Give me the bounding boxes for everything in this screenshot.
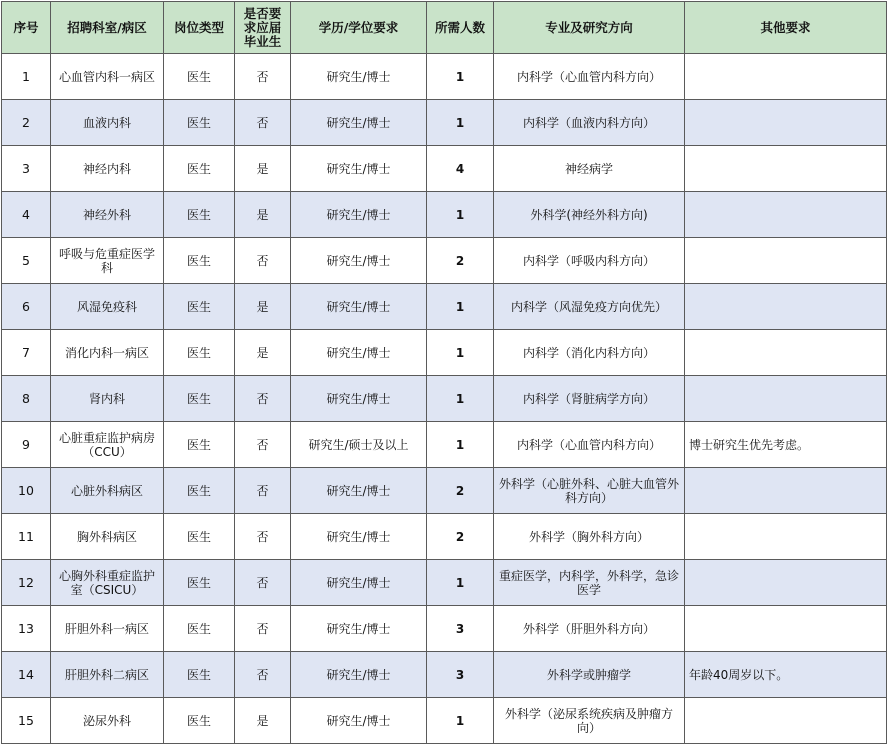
table-row xyxy=(2,560,887,606)
header-dept: 招聘科室/病区 xyxy=(51,2,164,54)
degree-cell: 研究生/博士 xyxy=(291,54,427,100)
position-type-cell: 医生 xyxy=(164,606,235,652)
degree-cell: 研究生/博士 xyxy=(291,100,427,146)
position-type-cell: 医生 xyxy=(164,192,235,238)
header-fresh: 是否要求应届毕业生 xyxy=(235,2,291,54)
fresh-graduate-cell: 否 xyxy=(235,652,291,698)
header-other: 其他要求 xyxy=(685,2,887,54)
degree-cell: 研究生/博士 xyxy=(291,192,427,238)
row-number: 9 xyxy=(2,422,51,468)
position-type-cell: 医生 xyxy=(164,376,235,422)
fresh-graduate-cell: 是 xyxy=(235,192,291,238)
row-number: 10 xyxy=(2,468,51,514)
fresh-graduate-cell: 否 xyxy=(235,468,291,514)
degree-cell: 研究生/博士 xyxy=(291,560,427,606)
fresh-graduate-cell: 是 xyxy=(235,284,291,330)
other-requirements-cell xyxy=(685,698,887,744)
headcount-cell: 3 xyxy=(427,652,494,698)
position-type-cell: 医生 xyxy=(164,146,235,192)
position-type-cell: 医生 xyxy=(164,468,235,514)
row-number: 2 xyxy=(2,100,51,146)
major-cell: 外科学（泌尿系统疾病及肿瘤方向） xyxy=(494,698,685,744)
other-requirements-cell xyxy=(685,468,887,514)
department-cell: 心脏外科病区 xyxy=(51,468,164,514)
major-cell: 外科学(神经外科方向) xyxy=(494,192,685,238)
row-number: 13 xyxy=(2,606,51,652)
other-requirements-cell: 年龄40周岁以下。 xyxy=(685,652,887,698)
other-requirements-cell xyxy=(685,514,887,560)
table-row xyxy=(2,514,887,560)
table-row xyxy=(2,606,887,652)
headcount-cell: 1 xyxy=(427,422,494,468)
fresh-graduate-cell: 否 xyxy=(235,560,291,606)
table-row xyxy=(2,376,887,422)
department-cell: 血液内科 xyxy=(51,100,164,146)
header-row xyxy=(2,2,887,54)
other-requirements-cell xyxy=(685,606,887,652)
major-cell: 内科学（心血管内科方向） xyxy=(494,422,685,468)
degree-cell: 研究生/博士 xyxy=(291,376,427,422)
position-type-cell: 医生 xyxy=(164,698,235,744)
department-cell: 神经外科 xyxy=(51,192,164,238)
headcount-cell: 3 xyxy=(427,606,494,652)
position-type-cell: 医生 xyxy=(164,422,235,468)
recruitment-table xyxy=(1,1,887,744)
degree-cell: 研究生/博士 xyxy=(291,238,427,284)
major-cell: 外科学（肝胆外科方向） xyxy=(494,606,685,652)
other-requirements-cell: 博士研究生优先考虑。 xyxy=(685,422,887,468)
major-cell: 外科学（心脏外科、心脏大血管外科方向） xyxy=(494,468,685,514)
table-row xyxy=(2,238,887,284)
department-cell: 心脏重症监护病房（CCU） xyxy=(51,422,164,468)
fresh-graduate-cell: 否 xyxy=(235,100,291,146)
row-number: 5 xyxy=(2,238,51,284)
degree-cell: 研究生/博士 xyxy=(291,698,427,744)
table-row xyxy=(2,698,887,744)
headcount-cell: 2 xyxy=(427,514,494,560)
department-cell: 心血管内科一病区 xyxy=(51,54,164,100)
headcount-cell: 1 xyxy=(427,100,494,146)
position-type-cell: 医生 xyxy=(164,560,235,606)
table-row xyxy=(2,652,887,698)
row-number: 12 xyxy=(2,560,51,606)
degree-cell: 研究生/博士 xyxy=(291,468,427,514)
other-requirements-cell xyxy=(685,192,887,238)
row-number: 14 xyxy=(2,652,51,698)
headcount-cell: 1 xyxy=(427,330,494,376)
other-requirements-cell xyxy=(685,238,887,284)
fresh-graduate-cell: 是 xyxy=(235,146,291,192)
headcount-cell: 2 xyxy=(427,238,494,284)
department-cell: 呼吸与危重症医学科 xyxy=(51,238,164,284)
fresh-graduate-cell: 是 xyxy=(235,698,291,744)
major-cell: 内科学（风湿免疫方向优先） xyxy=(494,284,685,330)
row-number: 4 xyxy=(2,192,51,238)
department-cell: 泌尿外科 xyxy=(51,698,164,744)
department-cell: 神经内科 xyxy=(51,146,164,192)
degree-cell: 研究生/博士 xyxy=(291,606,427,652)
fresh-graduate-cell: 否 xyxy=(235,238,291,284)
headcount-cell: 4 xyxy=(427,146,494,192)
other-requirements-cell xyxy=(685,330,887,376)
major-cell: 外科学（胸外科方向） xyxy=(494,514,685,560)
fresh-graduate-cell: 否 xyxy=(235,606,291,652)
major-cell: 内科学（消化内科方向） xyxy=(494,330,685,376)
headcount-cell: 1 xyxy=(427,560,494,606)
other-requirements-cell xyxy=(685,100,887,146)
row-number: 15 xyxy=(2,698,51,744)
table-body xyxy=(2,54,887,744)
table-row xyxy=(2,100,887,146)
department-cell: 肾内科 xyxy=(51,376,164,422)
other-requirements-cell xyxy=(685,54,887,100)
row-number: 7 xyxy=(2,330,51,376)
degree-cell: 研究生/博士 xyxy=(291,146,427,192)
row-number: 8 xyxy=(2,376,51,422)
table-row xyxy=(2,468,887,514)
department-cell: 胸外科病区 xyxy=(51,514,164,560)
position-type-cell: 医生 xyxy=(164,54,235,100)
department-cell: 消化内科一病区 xyxy=(51,330,164,376)
major-cell: 内科学（血液内科方向） xyxy=(494,100,685,146)
degree-cell: 研究生/博士 xyxy=(291,330,427,376)
major-cell: 神经病学 xyxy=(494,146,685,192)
fresh-graduate-cell: 否 xyxy=(235,422,291,468)
table-row xyxy=(2,284,887,330)
table-row xyxy=(2,54,887,100)
fresh-graduate-cell: 是 xyxy=(235,330,291,376)
degree-cell: 研究生/博士 xyxy=(291,514,427,560)
headcount-cell: 1 xyxy=(427,698,494,744)
fresh-graduate-cell: 否 xyxy=(235,376,291,422)
headcount-cell: 1 xyxy=(427,54,494,100)
table-row xyxy=(2,422,887,468)
headcount-cell: 1 xyxy=(427,284,494,330)
department-cell: 心胸外科重症监护室（CSICU） xyxy=(51,560,164,606)
major-cell: 内科学（心血管内科方向） xyxy=(494,54,685,100)
major-cell: 内科学（呼吸内科方向） xyxy=(494,238,685,284)
row-number: 3 xyxy=(2,146,51,192)
department-cell: 肝胆外科二病区 xyxy=(51,652,164,698)
headcount-cell: 1 xyxy=(427,376,494,422)
degree-cell: 研究生/硕士及以上 xyxy=(291,422,427,468)
row-number: 11 xyxy=(2,514,51,560)
position-type-cell: 医生 xyxy=(164,284,235,330)
position-type-cell: 医生 xyxy=(164,238,235,284)
major-cell: 内科学（肾脏病学方向） xyxy=(494,376,685,422)
degree-cell: 研究生/博士 xyxy=(291,284,427,330)
major-cell: 重症医学，内科学，外科学，急诊医学 xyxy=(494,560,685,606)
header-degree: 学历/学位要求 xyxy=(291,2,427,54)
header-major: 专业及研究方向 xyxy=(494,2,685,54)
table-row xyxy=(2,192,887,238)
headcount-cell: 1 xyxy=(427,192,494,238)
fresh-graduate-cell: 否 xyxy=(235,54,291,100)
major-cell: 外科学或肿瘤学 xyxy=(494,652,685,698)
degree-cell: 研究生/博士 xyxy=(291,652,427,698)
position-type-cell: 医生 xyxy=(164,330,235,376)
other-requirements-cell xyxy=(685,376,887,422)
position-type-cell: 医生 xyxy=(164,652,235,698)
table-row xyxy=(2,330,887,376)
other-requirements-cell xyxy=(685,560,887,606)
other-requirements-cell xyxy=(685,284,887,330)
header-count: 所需人数 xyxy=(427,2,494,54)
position-type-cell: 医生 xyxy=(164,100,235,146)
other-requirements-cell xyxy=(685,146,887,192)
fresh-graduate-cell: 否 xyxy=(235,514,291,560)
header-no: 序号 xyxy=(2,2,51,54)
position-type-cell: 医生 xyxy=(164,514,235,560)
department-cell: 风湿免疫科 xyxy=(51,284,164,330)
headcount-cell: 2 xyxy=(427,468,494,514)
header-type: 岗位类型 xyxy=(164,2,235,54)
department-cell: 肝胆外科一病区 xyxy=(51,606,164,652)
row-number: 1 xyxy=(2,54,51,100)
table-row xyxy=(2,146,887,192)
row-number: 6 xyxy=(2,284,51,330)
